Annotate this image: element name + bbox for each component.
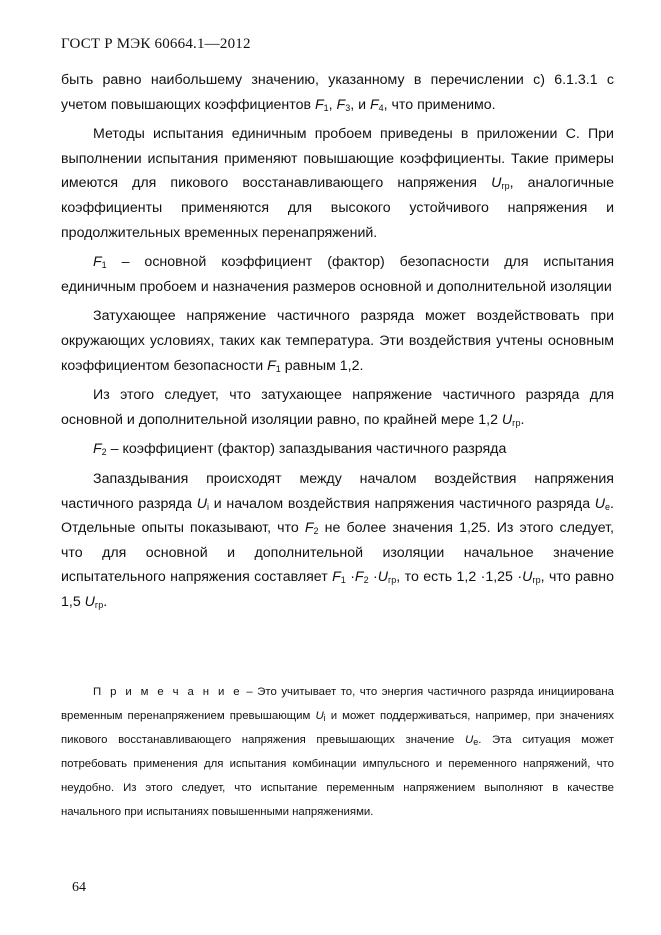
paragraph-7: Запаздывания происходят между началом воздействия напряжения частичного разряда $U_i$ и началом воздействия напряжения частичного разряда $U_e$. Отдельные опыты показывают, что $F_2$ не более значения 1,25. Из этого следует, что для основной и дополнительной изоляции начальное значение испытательного напряжения составляет $F_1 \cdot F_2 \cdot U_{гр}$, то есть $1,2 \cdot 1,25 \cdot U_{гр}$, что равно 1,5 $U_{гр}$.	[61, 470, 615, 610]
paragraph-2: Методы испытания единичным пробоем приведены в приложении С. При выполнении испытания применяют повышающие коэффициенты. Такие примеры имеются для пикового восстанавливающего напряжения $U_{гр}$, аналогичные коэффициенты применяются для высокого устойчивого напряжения и продолжительных временных перенапряжений.	[61, 126, 614, 241]
document-body	[61, 68, 614, 614]
paragraph-1: быть равно наибольшему значению, указанному в перечислении с) 6.1.3.1 с учетом повышающих коэффициентов $F_1$, $F_3$, и $F_4$, что применимо.	[61, 72, 614, 113]
paragraph-3: $F_1$ – основной коэффициент (фактор) безопасности для испытания единичным пробоем и назначения размеров основной и дополнительной изоляции	[61, 254, 614, 295]
note-block	[61, 680, 614, 824]
paragraph-5: Из этого следует, что затухающее напряжение частичного разряда для основной и дополнительной изоляции равно, по крайней мере 1,2 $U_{гр}$.	[61, 387, 614, 428]
note-label: П р и м е ч а н и е	[93, 686, 242, 698]
paragraph-4: Затухающее напряжение частичного разряда может воздействовать при окружающих условиях, таких как температура. Эти воздействия учтены основным коэффициентом безопасности $F_1$ равным 1,2.	[61, 308, 614, 374]
page-number: 64	[72, 880, 86, 895]
note-text: П р и м е ч а н и е – Это учитывает то, что энергия частичного разряда инициирована временным перенапряжением превышающим $U_i$ и может поддерживаться, например, при значениях пикового восстанавливающего напряжения превышающих значение $U_e$. Эта ситуация может потребовать применения для испытания комбинации импульсного и переменного напряжений, что неудобно. Из этого следует, что испытание переменным напряжением выполняют в качестве начального при испытаниях повышенными напряжениями.	[61, 686, 614, 818]
document-header: ГОСТ Р МЭК 60664.1—2012	[61, 36, 251, 52]
paragraph-6: $F_2$ – коэффициент (фактор) запаздывания частичного разряда	[93, 441, 507, 458]
